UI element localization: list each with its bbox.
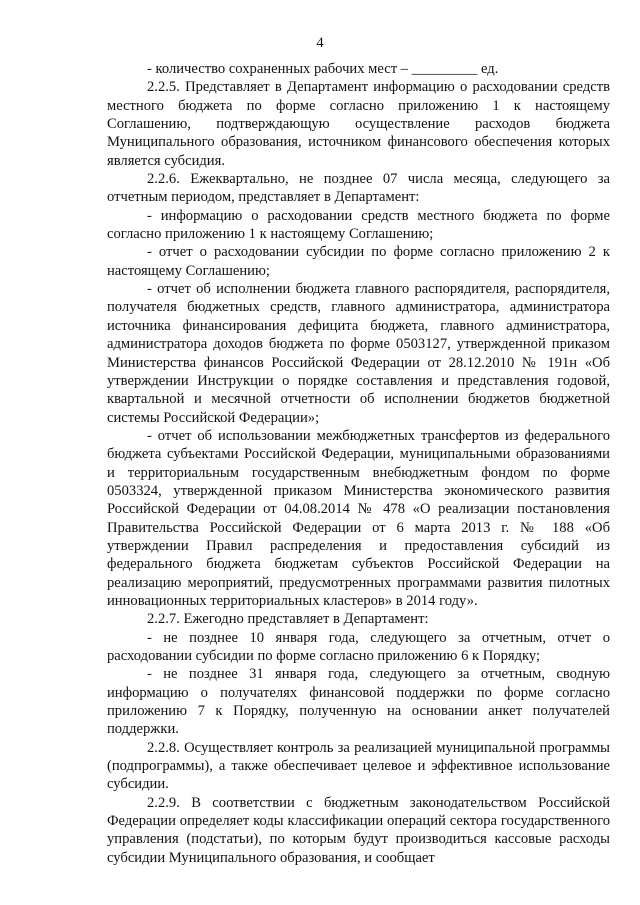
document-body — [107, 60, 610, 867]
page-number: 4 — [316, 35, 324, 51]
list-item-january-31: - не позднее 31 января года, следующего за отчетным, сводную информацию о получателях финансовой поддержки по форме согласно приложению 7 к Порядку, полученную на основании анкет получателей поддержки. — [107, 666, 610, 738]
list-item-budget-execution-report: - отчет об исполнении бюджета главного распорядителя, распорядителя, получателя бюджетных средств, главного администратора, администратора источника финансирования дефицита бюджета, главного администратора, администратора доходов бюджета по форме 0503127, утвержденной приказом Министерства финансов Российской Федерации от 28.12.2010 № 191н «Об утверждении Инструкции о порядке составления и представления годовой, квартальной и месячной отчетности об исполнении бюджетов бюджетной системы Российской Федерации»; — [107, 281, 610, 426]
list-item-transfers-report: - отчет об использовании межбюджетных трансфертов из федерального бюджета субъектами Российской Федерации, муниципальными образованиями и территориальным государственным внебюджетным фондом по форме 0503324, утвержденной приказом Министерства экономического развития Российской Федерации от 04.08.2014 № 478 «О реализации постановления Правительства Российской Федерации от 6 марта 2013 г. № 188 «Об утверждении Правил распределения и предоставления субсидий из федерального бюджета бюджетам субъектов Российской Федерации на реализацию мероприятий, предусмотренных программами развития пилотных инновационных территориальных кластеров» в 2014 году». — [107, 427, 610, 609]
paragraph-2-2-9: 2.2.9. В соответствии с бюджетным законодательством Российской Федерации определяет коды классификации операций сектора государственного управления (подстатьи), по которым будут производиться кассовые расходы субсидии Муниципального образования, и сообщает — [107, 794, 610, 866]
list-item-subsidy-report: - отчет о расходовании субсидии по форме согласно приложению 2 к настоящему Соглашению; — [107, 244, 610, 279]
paragraph-2-2-6: 2.2.6. Ежеквартально, не позднее 07 числа месяца, следующего за отчетным периодом, представляет в Департамент: — [107, 171, 610, 206]
list-item-local-budget-info: - информацию о расходовании средств местного бюджета по форме согласно приложению 1 к настоящему Соглашению; — [107, 207, 610, 243]
paragraph-2-2-5: 2.2.5. Представляет в Департамент информацию о расходовании средств местного бюджета по форме согласно приложению 1 к настоящему Соглашению, подтверждающую осуществление расходов бюджета Муниципального образования, источником финансового обеспечения которых является субсидия. — [107, 79, 610, 169]
paragraph-saved-jobs: - количество сохраненных рабочих мест – _________ ед. — [147, 61, 499, 77]
paragraph-2-2-7: 2.2.7. Ежегодно представляет в Департамент: — [147, 611, 429, 628]
list-item-january-10: - не позднее 10 января года, следующего за отчетным, отчет о расходовании субсидии по форме согласно приложению 6 к Порядку; — [107, 629, 610, 664]
paragraph-2-2-8: 2.2.8. Осуществляет контроль за реализацией муниципальной программы (подпрограммы), а также обеспечивает целевое и эффективное использование субсидии. — [107, 739, 610, 793]
